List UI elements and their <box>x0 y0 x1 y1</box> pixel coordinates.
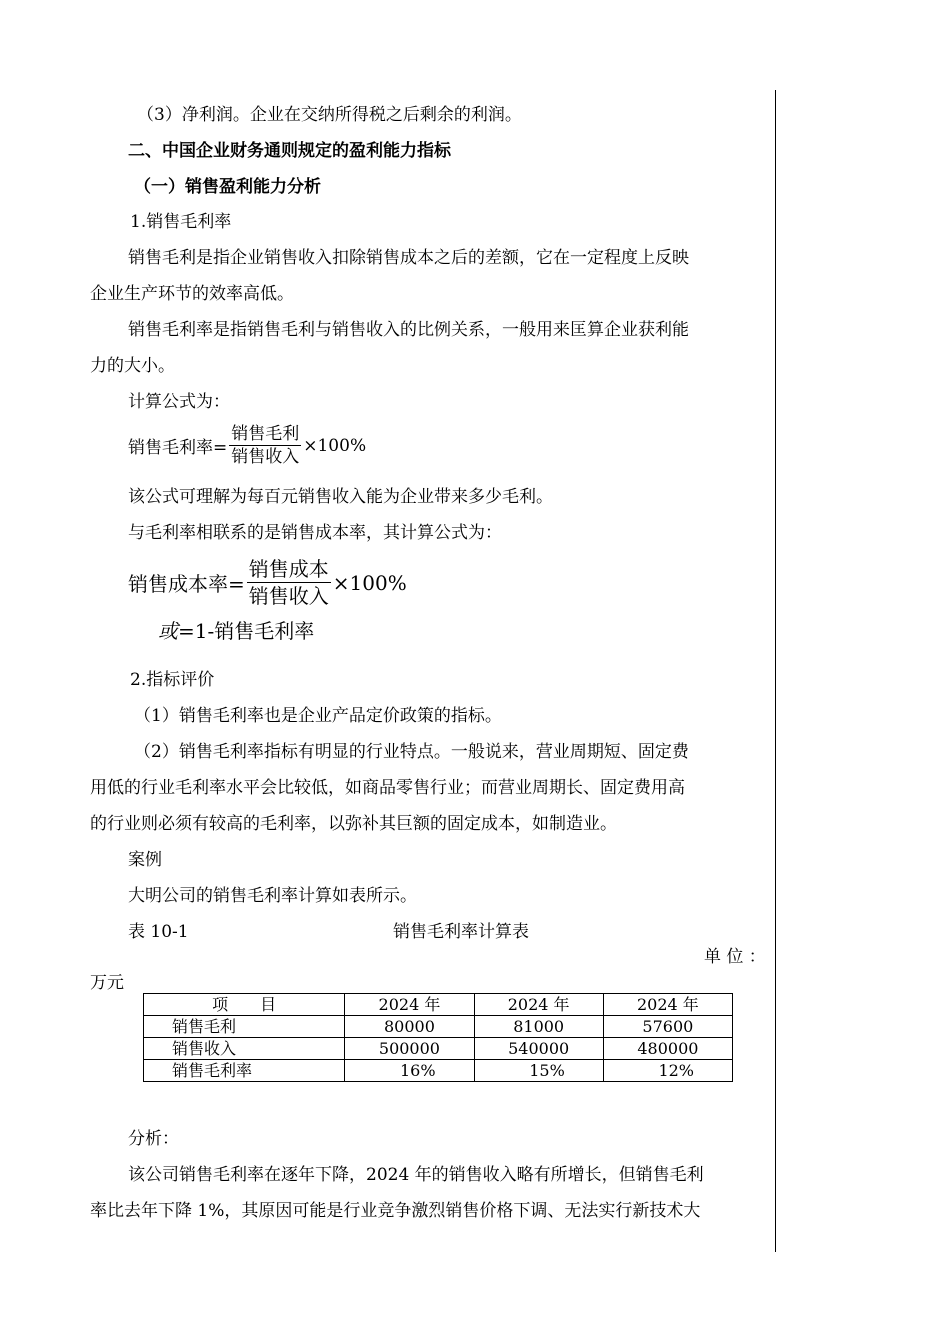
paragraph-evaluation-2-line3: 的行业则必须有较高的毛利率，以弥补其巨额的固定成本，如制造业。 <box>90 814 617 834</box>
table-header-row <box>144 994 733 1016</box>
paragraph-analysis-line2: 率比去年下降 1%，其原因可能是行业竞争激烈销售价格下调、无法实行新技术大 <box>90 1201 701 1221</box>
formula1-numerator: 销售毛利 <box>231 424 300 444</box>
item-heading-evaluation: 2.指标评价 <box>130 670 215 690</box>
table-header-cell: 2024 年 <box>474 994 603 1016</box>
table-row <box>144 1016 733 1038</box>
gross-margin-table <box>143 993 733 1082</box>
table-cell: 销售收入 <box>144 1038 345 1060</box>
table-cell: 81000 <box>474 1016 603 1038</box>
paragraph-case-intro: 大明公司的销售毛利率计算如表所示。 <box>128 886 417 906</box>
table-title: 销售毛利率计算表 <box>393 922 529 942</box>
formula1-suffix: ×100% <box>303 435 367 456</box>
table-header-cell: 2024 年 <box>603 994 732 1016</box>
table-cell: 销售毛利率 <box>144 1060 345 1082</box>
formula2-lhs: 销售成本率= <box>128 572 245 596</box>
table-cell: 15% <box>474 1060 603 1082</box>
formula1-fraction <box>229 424 301 467</box>
paragraph-analysis-line1: 该公司销售毛利率在逐年下降，2024 年的销售收入略有所增长，但销售毛利 <box>128 1165 704 1185</box>
section-heading: 二、中国企业财务通则规定的盈利能力指标 <box>128 141 451 161</box>
table-unit-label: 单 位 ： <box>704 947 766 967</box>
table-cell: 销售毛利 <box>144 1016 345 1038</box>
paragraph-evaluation-2-line1: （2）销售毛利率指标有明显的行业特点。一般说来，营业周期短、固定费 <box>134 742 689 762</box>
paragraph-formula-intro: 计算公式为： <box>128 392 230 412</box>
paragraph-case: 案例 <box>128 850 162 870</box>
table-cell: 12% <box>603 1060 732 1082</box>
formula2-alt-rest: =1-销售毛利率 <box>178 619 315 643</box>
table-cell: 57600 <box>603 1016 732 1038</box>
right-margin-rule <box>775 90 776 1252</box>
table-cell: 500000 <box>345 1038 474 1060</box>
paragraph-gross-profit-line2: 企业生产环节的效率高低。 <box>90 284 294 304</box>
table-cell: 80000 <box>345 1016 474 1038</box>
table-cell: 16% <box>345 1060 474 1082</box>
formula2-fraction <box>247 557 331 608</box>
table-number: 表 10-1 <box>128 922 189 942</box>
table-cell: 540000 <box>474 1038 603 1060</box>
paragraph-net-profit: （3）净利润。企业在交纳所得税之后剩余的利润。 <box>137 105 522 125</box>
formula-cost-rate <box>128 557 407 608</box>
paragraph-cost-rate-intro: 与毛利率相联系的是销售成本率，其计算公式为： <box>128 523 502 543</box>
formula-cost-rate-alternative <box>158 619 314 643</box>
formula-gross-margin <box>128 424 366 467</box>
paragraph-evaluation-1: （1）销售毛利率也是企业产品定价政策的指标。 <box>134 706 502 726</box>
paragraph-gross-margin-line2: 力的大小。 <box>90 356 175 376</box>
formula1-denominator: 销售收入 <box>231 447 300 467</box>
table-unit-value: 万元 <box>90 973 124 993</box>
paragraph-analysis-label: 分析： <box>128 1129 179 1149</box>
item-heading-gross-margin: 1.销售毛利率 <box>130 212 232 232</box>
formula2-denominator: 销售收入 <box>248 584 329 608</box>
table-row <box>144 1060 733 1082</box>
formula2-numerator: 销售成本 <box>248 557 329 581</box>
table-cell: 480000 <box>603 1038 732 1060</box>
formula1-lhs: 销售毛利率= <box>128 438 228 458</box>
paragraph-formula-meaning: 该公式可理解为每百元销售收入能为企业带来多少毛利。 <box>128 487 553 507</box>
table-row <box>144 1038 733 1060</box>
formula2-alt-prefix: 或 <box>158 619 178 643</box>
paragraph-gross-margin-line1: 销售毛利率是指销售毛利与销售收入的比例关系，一般用来匡算企业获利能 <box>128 320 689 340</box>
subsection-heading: （一）销售盈利能力分析 <box>134 177 321 197</box>
paragraph-gross-profit-line1: 销售毛利是指企业销售收入扣除销售成本之后的差额，它在一定程度上反映 <box>128 248 689 268</box>
table-header-cell: 项 目 <box>144 994 345 1016</box>
paragraph-evaluation-2-line2: 用低的行业毛利率水平会比较低，如商品零售行业；而营业周期长、固定费用高 <box>90 778 685 798</box>
formula2-suffix: ×100% <box>332 570 407 595</box>
table-header-cell: 2024 年 <box>345 994 474 1016</box>
